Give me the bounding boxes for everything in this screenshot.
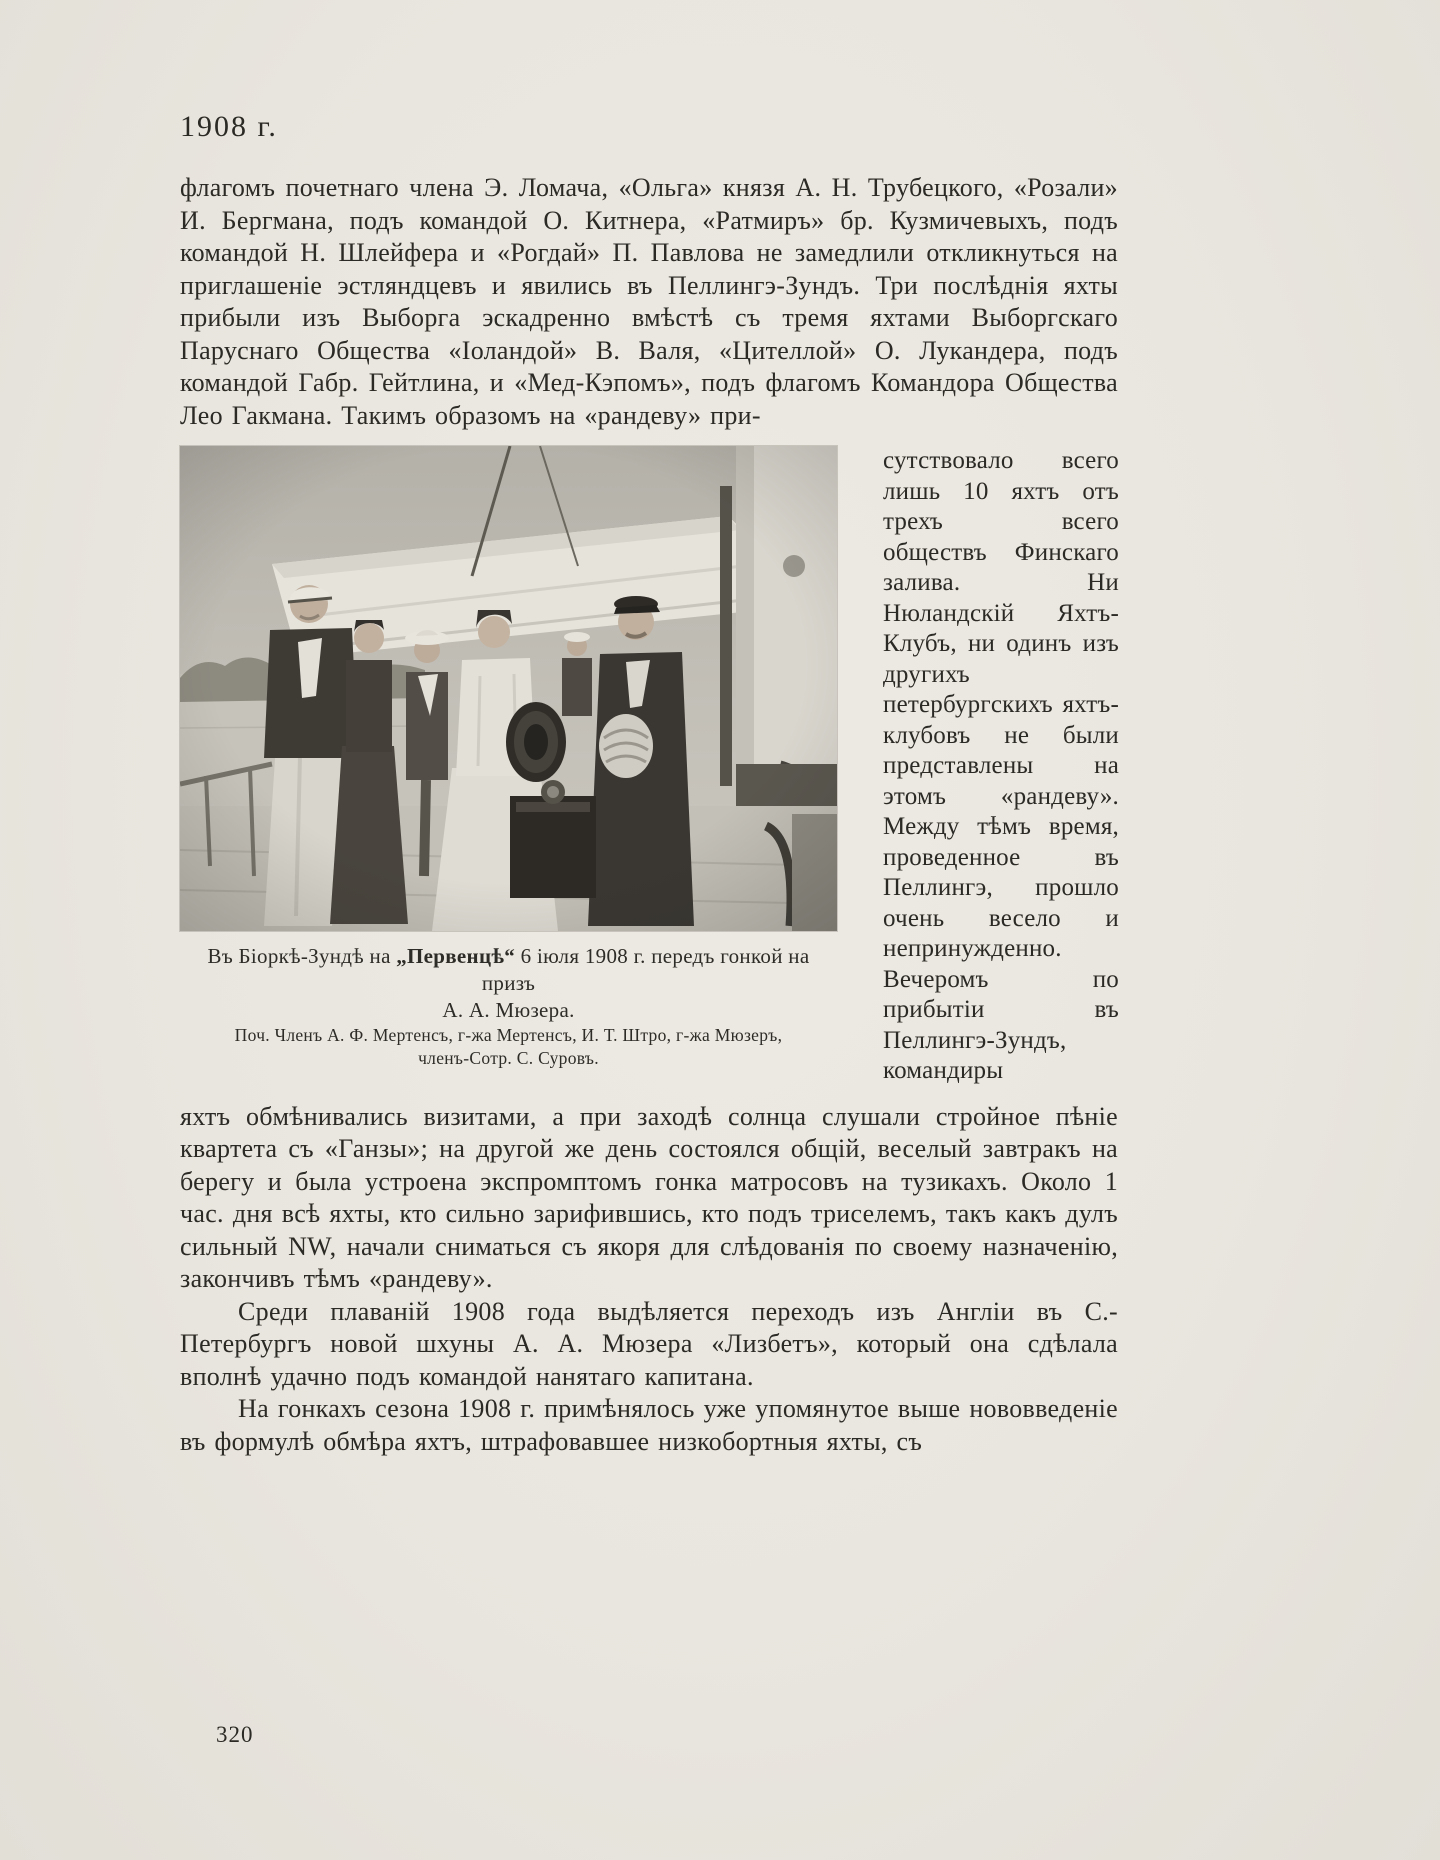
- page-number: 320: [216, 1722, 254, 1747]
- photo-caption: [180, 943, 837, 1070]
- photo-figure: [180, 446, 837, 1070]
- paragraph-races: На гонкахъ сезона 1908 г. примѣнялось уже упомянутое выше нововведеніе въ формулѣ обмѣра яхтъ, штрафовавшее низкобортныя яхты, съ: [180, 1394, 1118, 1456]
- sidebar-text: сутствовало всего лишь 10 яхтъ отъ трехъ всего обществъ Финскаго залива. Ни Нюландскій Яхтъ-Клубъ, ни одинъ изъ другихъ петербургскихъ яхтъ-клубовъ не были представлены на этомъ «рандеву». Между тѣмъ время, проведенное въ Пеллингэ, прошло очень весело и непринужденно. Вечеромъ по прибытіи въ Пеллингэ-Зундъ, командиры: [883, 447, 1119, 1084]
- paragraph-lizbet: Среди плаваній 1908 года выдѣляется переходъ изъ Англіи въ С.-Петербургъ новой шхуны А. А. Мюзера «Лизбетъ», который она сдѣлала вполнѣ удачно подъ командой нанятаго капитана.: [180, 1296, 1118, 1391]
- caption-line-1-pre: Въ Біоркѣ-Зундѣ на: [207, 944, 397, 968]
- caption-line-2: А. А. Мюзера.: [442, 998, 575, 1022]
- caption-line-1-post: 6 іюля 1908 г. передъ гонкой на призъ: [481, 944, 810, 995]
- photo-section: [180, 446, 1118, 1087]
- yacht-deck-photo: [180, 446, 837, 931]
- year-heading: 1908 г.: [180, 110, 278, 143]
- caption-line-4: членъ-Сотр. С. Суровъ.: [418, 1048, 599, 1068]
- caption-line-1: [180, 943, 837, 997]
- caption-line-3: Поч. Членъ А. Ф. Мертенсъ, г-жа Мертенсъ, И. Т. Штро, г-жа Мюзеръ,: [234, 1025, 783, 1045]
- paragraph-rendezvous-end: яхтъ обмѣнивались визитами, а при заходѣ солнца слушали стройное пѣніе квартета съ «Ганзы»; на другой же день состоялся общій, веселый завтракъ на берегу и была устроена экспромптомъ гонка матросовъ на тузикахъ. Около 1 час. дня всѣ яхты, кто сильно зарифившись, кто подъ триселемъ, такъ какъ дулъ сильный NW, начали сниматься съ якоря для слѣдованія по своему назначенію, закончивъ тѣмъ «рандеву».: [180, 1101, 1118, 1293]
- caption-yacht-name: „Первенцѣ“: [396, 944, 516, 968]
- paragraph-intro: флагомъ почетнаго члена Э. Ломача, «Ольга» князя А. Н. Трубецкого, «Розали» И. Бергмана, подъ командой О. Китнера, «Ратмиръ» бр. Кузмичевыхъ, подъ командой Н. Шлейфера и «Рогдай» П. Павлова не замедлили откликнуться на приглашеніе эстляндцевъ и явились въ Пеллингэ-Зундъ. Три послѣднія яхты прибыли изъ Выборга эскадренно вмѣстѣ съ тремя яхтами Выборгскаго Паруснаго Общества «Іоландой» В. Валя, «Цителлой» О. Лукандера, подъ командой Габр. Гейтлина, и «Мед-Кэпомъ», подъ флагомъ Командора Общества Лео Гакмана. Такимъ образомъ на «рандеву» при-: [180, 173, 1118, 430]
- yacht-deck-photo-graphic: [180, 446, 837, 931]
